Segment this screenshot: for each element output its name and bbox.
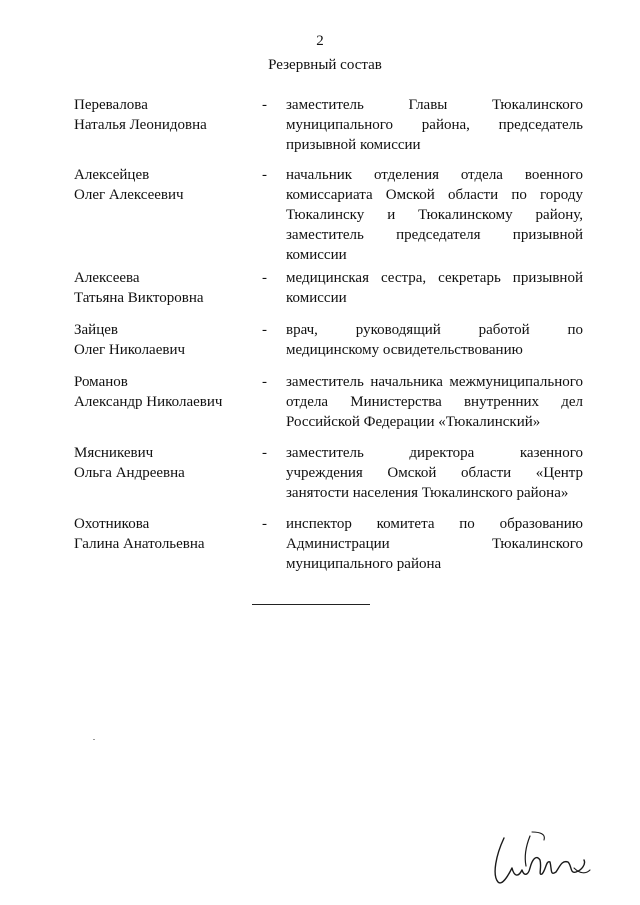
role-line: муниципального района (286, 556, 442, 572)
role-line: муниципального района, председатель (286, 117, 583, 133)
member-surname: Мясникевич (74, 445, 154, 461)
member-role (286, 514, 583, 574)
role-line: врач, руководящий работой по (286, 322, 583, 338)
role-line: заместитель Главы Тюкалинского (286, 97, 583, 113)
dash: - (262, 167, 267, 183)
member-name (74, 514, 254, 554)
role-line: комиссии (286, 290, 347, 306)
role-line: начальник отделения отдела военного (286, 167, 583, 183)
closing-rule (252, 604, 370, 605)
member-given-names: Наталья Леонидовна (74, 117, 207, 133)
member-role (286, 320, 583, 360)
role-line: учреждения Омской области «Центр (286, 465, 583, 481)
member-role (286, 95, 583, 155)
role-line: медицинскому освидетельствованию (286, 342, 523, 358)
member-surname: Зайцев (74, 322, 118, 338)
member-role (286, 443, 583, 503)
member-surname: Алексеева (74, 270, 140, 286)
page-number: 2 (316, 33, 324, 49)
role-line: комиссии (286, 247, 347, 263)
role-line: комиссариата Омской области по городу (286, 187, 583, 203)
role-line: инспектор комитета по образованию (286, 516, 583, 532)
member-surname: Алексейцев (74, 167, 150, 183)
signature (486, 830, 596, 890)
dash: - (262, 322, 267, 338)
dash: - (262, 374, 267, 390)
role-line: Российской Федерации «Тюкалинский» (286, 414, 541, 430)
scan-speck (93, 739, 95, 740)
member-given-names: Галина Анатольевна (74, 536, 205, 552)
role-line: Тюкалинску и Тюкалинскому району, (286, 207, 583, 223)
dash: - (262, 445, 267, 461)
section-heading: Резервный состав (268, 57, 382, 73)
member-given-names: Олег Николаевич (74, 342, 186, 358)
role-line: заместитель председателя призывной (286, 227, 583, 243)
member-name (74, 95, 254, 135)
member-given-names: Татьяна Викторовна (74, 290, 204, 306)
member-name (74, 443, 254, 483)
member-role (286, 165, 583, 265)
member-role (286, 268, 583, 308)
member-role (286, 372, 583, 432)
member-name (74, 372, 254, 412)
dash: - (262, 97, 267, 113)
member-given-names: Ольга Андреевна (74, 465, 185, 481)
role-line: отдела Министерства внутренних дел (286, 394, 583, 410)
dash: - (262, 516, 267, 532)
role-line: заместитель директора казенного (286, 445, 583, 461)
member-given-names: Александр Николаевич (74, 394, 223, 410)
role-line: Администрации Тюкалинского (286, 536, 583, 552)
member-given-names: Олег Алексеевич (74, 187, 184, 203)
member-surname: Охотникова (74, 516, 150, 532)
member-name (74, 268, 254, 308)
role-line: занятости населения Тюкалинского района» (286, 485, 569, 501)
member-name (74, 320, 254, 360)
dash: - (262, 270, 267, 286)
role-line: призывной комиссии (286, 137, 421, 153)
role-line: заместитель начальника межмуниципального (286, 374, 583, 390)
member-surname: Перевалова (74, 97, 148, 113)
role-line: медицинская сестра, секретарь призывной (286, 270, 583, 286)
member-name (74, 165, 254, 205)
member-surname: Романов (74, 374, 128, 390)
